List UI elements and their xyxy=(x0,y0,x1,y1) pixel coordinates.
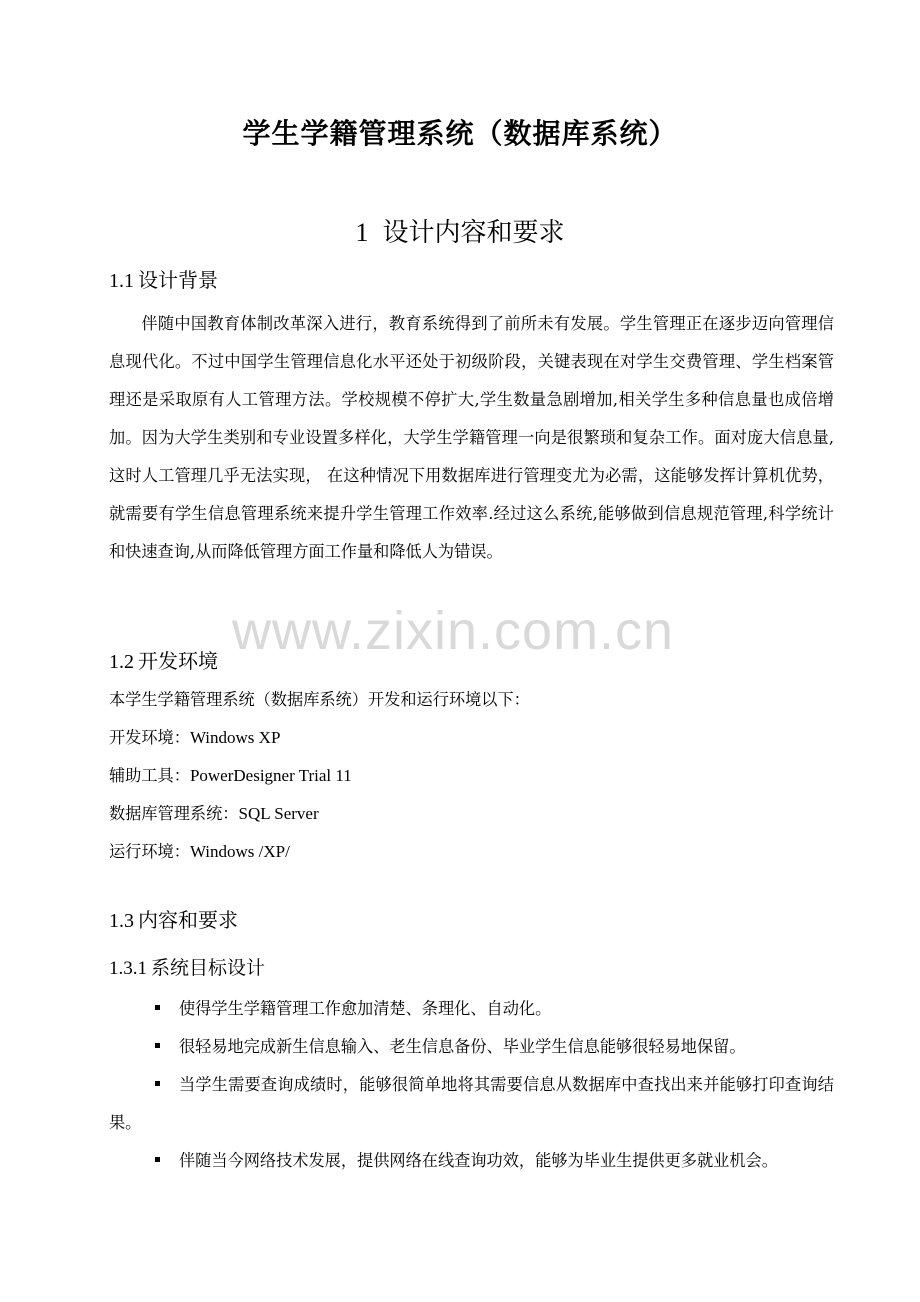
section-number: 1.3.1 xyxy=(109,958,147,979)
section-title: 开发环境 xyxy=(138,649,218,673)
section-title: 设计背景 xyxy=(138,268,218,292)
list-item xyxy=(109,1028,834,1066)
environment-intro: 本学生学籍管理系统（数据库系统）开发和运行环境以下： xyxy=(109,690,530,709)
environment-item xyxy=(109,766,352,786)
bullet-icon xyxy=(155,1005,160,1010)
list-item-text: 使得学生学籍管理工作愈加清楚、条理化、自动化。 xyxy=(179,999,552,1018)
bullet-icon xyxy=(155,1043,160,1048)
section-number: 1.3 xyxy=(109,910,134,932)
document-title: 学生学籍管理系统（数据库系统） xyxy=(242,117,678,150)
environment-label: 开发环境： xyxy=(109,728,190,747)
section-heading-1-2 xyxy=(109,645,218,674)
list-item-text: 伴随当今网络技术发展，提供网络在线查询功效，能够为毕业生提供更多就业机会。 xyxy=(179,1151,778,1170)
bullet-icon xyxy=(155,1081,160,1086)
section-heading-1-3-1 xyxy=(109,953,265,980)
environment-item xyxy=(109,842,290,862)
environment-item xyxy=(109,728,280,748)
environment-value: SQL Server xyxy=(238,804,319,823)
environment-value: Windows XP xyxy=(189,728,281,747)
section-heading-1-3 xyxy=(109,904,238,933)
list-item-text: 很轻易地完成新生信息输入、老生信息备份、毕业学生信息能够很轻易地保留。 xyxy=(179,1037,746,1056)
section-title: 系统目标设计 xyxy=(151,957,266,979)
section-heading-1-1 xyxy=(109,264,218,293)
list-item xyxy=(109,1142,834,1180)
environment-value: Windows /XP/ xyxy=(189,842,290,861)
section-number: 1.2 xyxy=(109,651,134,673)
chapter-number: 1 xyxy=(355,218,369,247)
watermark-text: www.zixin.com.cn xyxy=(232,601,675,661)
chapter-title: 设计内容和要求 xyxy=(382,218,565,248)
list-item xyxy=(109,1066,834,1142)
goal-list xyxy=(109,990,834,1180)
bullet-icon xyxy=(155,1157,160,1162)
environment-label: 数据库管理系统： xyxy=(109,804,239,823)
background-paragraph: 伴随中国教育体制改革深入进行，教育系统得到了前所未有发展。学生管理正在逐步迈向管理信息现代化。不过中国学生管理信息化水平还处于初级阶段，关键表现在对学生交费管理、学生档案管理还是采取原有人工管理方法。学校规模不停扩大,学生数量急剧增加,相关学生多种信息量也成倍增加。因为大学生类别和专业设置多样化，大学生学籍管理一向是很繁琐和复杂工作。面对庞大信息量, 这时人工管理几乎无法实现， 在这种情况下用数据库进行管理变尤为必需，这能够发挥计算机优势，就需要有学生信息管理系统来提升学生管理工作效率.经过这么系统,能够做到信息规范管理,科学统计和快速查询,从而降低管理方面工作量和降低人为错误。 xyxy=(109,314,834,561)
chapter-heading xyxy=(0,212,920,249)
environment-value: PowerDesigner Trial 11 xyxy=(189,766,352,785)
section-title: 内容和要求 xyxy=(138,908,238,932)
section-number: 1.1 xyxy=(109,270,134,292)
environment-label: 辅助工具： xyxy=(109,766,190,785)
list-item xyxy=(109,990,834,1028)
environment-label: 运行环境： xyxy=(109,842,190,861)
environment-item xyxy=(109,804,319,824)
list-item-text: 当学生需要查询成绩时，能够很简单地将其需要信息从数据库中查找出来并能够打印查询结果。 xyxy=(109,1075,834,1132)
